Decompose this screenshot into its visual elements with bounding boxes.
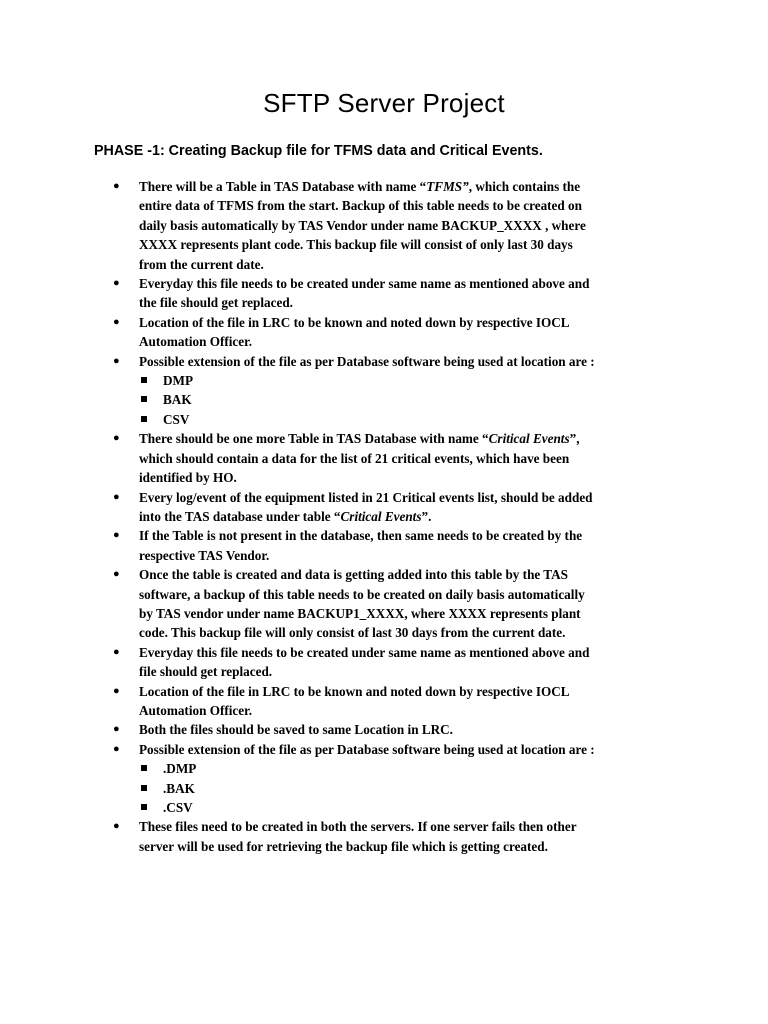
list-item xyxy=(0,565,679,643)
list-item xyxy=(0,643,679,682)
square-bullet-icon xyxy=(141,396,147,402)
list-item-line: XXXX represents plant code. This backup file will consist of only last 30 days xyxy=(139,237,573,253)
sublist-item: DMP xyxy=(0,371,679,390)
extension-sublist xyxy=(139,371,679,429)
table-name-critical-events: Critical Events xyxy=(340,508,422,524)
list-item-line: Possible extension of the file as per Database software being used at location are : xyxy=(139,353,595,369)
bullet-icon: ● xyxy=(113,742,120,755)
bullet-icon: ● xyxy=(113,432,120,445)
bullet-icon: ● xyxy=(113,180,120,192)
list-item-line: into the TAS database under table “Critical Events”. xyxy=(139,508,432,524)
bullet-icon: ● xyxy=(113,490,120,503)
list-item xyxy=(0,274,679,313)
list-item-line: server will be used for retrieving the backup file which is getting created. xyxy=(139,838,548,854)
bullet-icon: ● xyxy=(113,645,120,658)
list-item-line: Both the files should be saved to same Location in LRC. xyxy=(139,722,453,738)
list-item-line: Automation Officer. xyxy=(139,334,253,350)
bullet-icon: ● xyxy=(113,568,120,581)
list-item xyxy=(0,488,679,527)
list-item-line: code. This backup file will only consist of last 30 days from the current date. xyxy=(139,625,566,641)
bullet-icon: ● xyxy=(113,315,120,328)
list-item xyxy=(0,740,679,818)
list-item-line: daily basis automatically by TAS Vendor under name BACKUP_XXXX , where xyxy=(139,217,586,233)
table-name-critical-events: Critical Events xyxy=(488,431,570,447)
bullet-icon: ● xyxy=(113,820,120,833)
list-item-line: entire data of TFMS from the start. Backup of this table needs to be created on xyxy=(139,198,582,214)
square-bullet-icon xyxy=(141,377,147,383)
sublist-item: CSV xyxy=(0,410,679,429)
list-item-line: identified by HO. xyxy=(139,470,237,486)
list-item-line: If the Table is not present in the database, then same needs to be created by the xyxy=(139,528,583,544)
list-item-line: file should get replaced. xyxy=(139,664,273,680)
list-item-line: Everyday this file needs to be created under same name as mentioned above and xyxy=(139,644,590,660)
list-item-line: Location of the file in LRC to be known and noted down by respective IOCL xyxy=(139,683,570,699)
list-item-line: Everyday this file needs to be created under same name as mentioned above and xyxy=(139,276,590,292)
phase-heading: PHASE -1: Creating Backup file for TFMS data and Critical Events. xyxy=(94,143,543,159)
list-item-line: Every log/event of the equipment listed in 21 Critical events list, should be added xyxy=(139,489,593,505)
list-item-line: Automation Officer. xyxy=(139,702,253,718)
document-title: SFTP Server Project xyxy=(263,88,505,118)
list-item-line: There should be one more Table in TAS Database with name “Critical Events”, xyxy=(139,431,580,447)
list-item-line: Once the table is created and data is getting added into this table by the TAS xyxy=(139,567,568,583)
square-bullet-icon xyxy=(141,416,147,422)
bullet-icon: ● xyxy=(113,684,120,697)
list-item-line: These files need to be created in both the servers. If one server fails then other xyxy=(139,819,577,835)
extension-sublist xyxy=(139,759,679,817)
square-bullet-icon xyxy=(141,785,147,791)
list-item xyxy=(0,817,679,856)
sublist-item: BAK xyxy=(0,390,679,409)
requirements-list xyxy=(0,177,768,856)
square-bullet-icon xyxy=(141,765,147,771)
list-item xyxy=(0,682,679,721)
list-item-line: from the current date. xyxy=(139,256,264,272)
sublist-item: .DMP xyxy=(0,759,679,778)
list-item-line: respective TAS Vendor. xyxy=(139,547,270,563)
list-item xyxy=(0,352,679,430)
list-item xyxy=(0,313,679,352)
list-item xyxy=(0,720,679,739)
sublist-item: .CSV xyxy=(0,798,679,817)
list-item-line: software, a backup of this table needs to be created on daily basis automatically xyxy=(139,586,585,602)
list-item-line: Possible extension of the file as per Database software being used at location are : xyxy=(139,741,595,757)
list-item-line: by TAS vendor under name BACKUP1_XXXX, where XXXX represents plant xyxy=(139,605,581,621)
square-bullet-icon xyxy=(141,804,147,810)
list-item-line: There will be a Table in TAS Database with name “TFMS”, which contains the xyxy=(139,179,581,194)
list-item xyxy=(0,177,679,274)
list-item-line: Location of the file in LRC to be known and noted down by respective IOCL xyxy=(139,314,570,330)
bullet-icon: ● xyxy=(113,723,120,736)
table-name-tfms: TFMS” xyxy=(426,179,469,194)
bullet-icon: ● xyxy=(113,277,120,290)
list-item xyxy=(0,526,679,565)
list-item-line: the file should get replaced. xyxy=(139,295,293,311)
bullet-icon: ● xyxy=(113,354,120,367)
list-item-line: which should contain a data for the list of 21 critical events, which have been xyxy=(139,450,570,466)
bullet-icon: ● xyxy=(113,529,120,542)
list-item xyxy=(0,429,679,487)
sublist-item: .BAK xyxy=(0,779,679,798)
